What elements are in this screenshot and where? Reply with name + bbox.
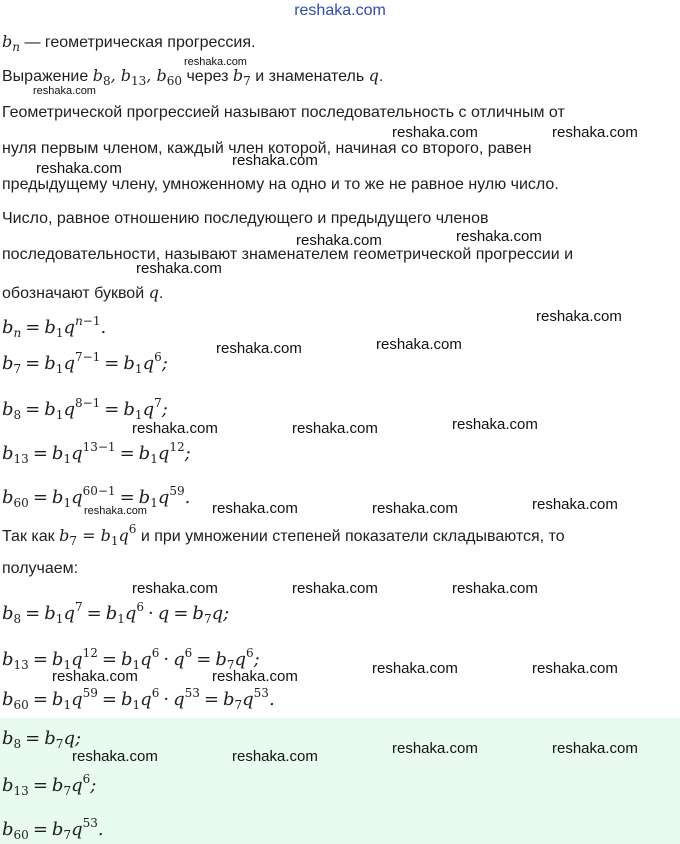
watermark: reshaka.com [184, 56, 247, 68]
watermark: reshaka.com [232, 152, 318, 169]
derive-b8: $b_8 = b_1q^7 = b_1q^6 \cdot q = b_7q$; [2, 600, 230, 626]
task-line: Выражение $b_8$, $b_{13}$, $b_{60}$ через $b_7$ и знаменатель q. [2, 66, 384, 88]
watermark: reshaka.com [292, 580, 378, 597]
derive-b60: $b_{60} = b_1q^{59} = b_1q^6 \cdot q^{53} = b_7q^{53}$. [2, 686, 275, 712]
def-line-6-text: обозначают буквой [2, 285, 145, 302]
answer-block [0, 718, 680, 844]
watermark: reshaka.com [296, 232, 382, 249]
watermark: reshaka.com [212, 668, 298, 685]
formula-b60: $b_{60} = b_1q^{60-1} = b_1q^{59}$. [2, 484, 191, 510]
watermark: reshaka.com [52, 668, 138, 685]
math-b8-b13-b60: $b_8$, $b_{13}$, $b_{60}$ [92, 66, 182, 88]
def-line-6: обозначают буквой q. [2, 283, 164, 302]
watermark: reshaka.com [72, 748, 158, 765]
watermark: reshaka.com [292, 420, 378, 437]
watermark: reshaka.com [372, 500, 458, 517]
watermark: reshaka.com [392, 740, 478, 757]
answer-b60: $b_{60} = b_7q^{53}$. [2, 816, 104, 842]
def-line-3: предыдущему члену, умноженному на одно и то же не равное нулю число. [2, 176, 559, 193]
task-tail: и знаменатель [255, 68, 365, 85]
watermark: reshaka.com [232, 748, 318, 765]
def-line-1: Геометрической прогрессией называют последовательность с отличным от [2, 104, 565, 121]
watermark: reshaka.com [84, 505, 147, 517]
since-head: Так как [2, 528, 55, 545]
watermark: reshaka.com [136, 260, 222, 277]
task-mid: через [186, 68, 229, 85]
watermark: reshaka.com [552, 740, 638, 757]
watermark: reshaka.com [372, 660, 458, 677]
watermark: reshaka.com [376, 336, 462, 353]
derive-b13: $b_{13} = b_1q^{12} = b_1q^6 \cdot q^6 = b_7q^6$; [2, 646, 260, 672]
answer-b8: $b_8 = b_7q$; [2, 728, 82, 751]
watermark: reshaka.com [456, 228, 542, 245]
watermark: reshaka.com [452, 580, 538, 597]
watermark: reshaka.com [392, 124, 478, 141]
watermark: reshaka.com [532, 496, 618, 513]
watermark: reshaka.com [532, 660, 618, 677]
def-line-5: последовательности, называют знаменателем геометрической прогрессии и [2, 246, 574, 263]
math-bn: $b_n$ [2, 32, 20, 54]
formula-bn: $b_n = b_1q^{n-1}$. [2, 314, 107, 340]
site-title[interactable]: reshaka.com [294, 2, 386, 19]
task-head: Выражение [2, 68, 89, 85]
intro-line [2, 32, 255, 54]
math-b7: $b_7$ [232, 66, 251, 88]
math-b7-eq: $b_7 = b_1q^6$ [59, 522, 137, 548]
since-line [2, 522, 565, 548]
watermark: reshaka.com [536, 308, 622, 325]
since-tail: и при умножении степеней показатели складываются, то [140, 528, 565, 545]
def-line-4: Число, равное отношению последующего и предыдущего членов [2, 210, 489, 227]
formula-b8: $b_8 = b_1q^{8-1} = b_1q^7$; [2, 396, 168, 422]
formula-b13: $b_{13} = b_1q^{13-1} = b_1q^{12}$; [2, 440, 191, 466]
getting-line: получаем: [2, 560, 79, 577]
math-q: q [148, 283, 159, 302]
intro-text: — геометрическая прогрессия. [24, 34, 256, 51]
watermark: reshaka.com [212, 500, 298, 517]
formula-b7: $b_7 = b_1q^{7-1} = b_1q^6$; [2, 350, 168, 376]
math-q: q [368, 66, 379, 85]
watermark: reshaka.com [552, 124, 638, 141]
def-line-2: нуля первым членом, каждый член которой, начиная со второго, равен [2, 140, 532, 157]
watermark: reshaka.com [36, 160, 122, 177]
watermark: reshaka.com [452, 416, 538, 433]
watermark: reshaka.com [132, 580, 218, 597]
watermark: reshaka.com [216, 340, 302, 357]
watermark: reshaka.com [132, 420, 218, 437]
watermark: reshaka.com [33, 85, 96, 97]
answer-b13: $b_{13} = b_7q^6$; [2, 772, 97, 798]
